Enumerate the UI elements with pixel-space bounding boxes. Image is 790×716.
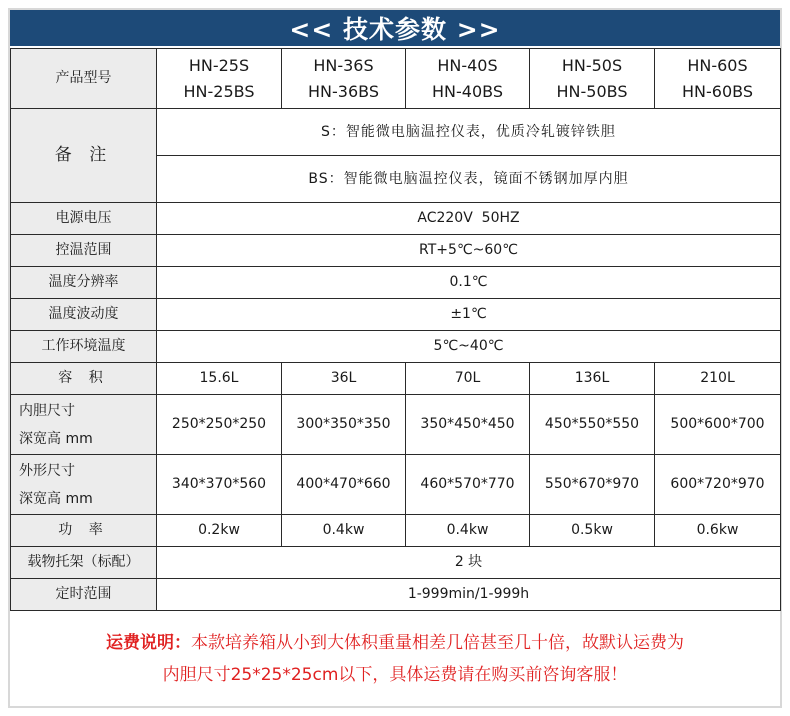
cell-volume-1: 15.6L — [157, 363, 282, 395]
value-ambient-temp: 5℃~40℃ — [157, 331, 781, 363]
label-inner-size: 内胆尺寸 深宽高 mm — [11, 395, 157, 455]
label-power: 功 率 — [11, 515, 157, 547]
label-timer: 定时范围 — [11, 579, 157, 611]
cell-power-3: 0.4kw — [406, 515, 530, 547]
label-power-supply: 电源电压 — [11, 203, 157, 235]
label-volume: 容 积 — [11, 363, 157, 395]
label-ambient-temp: 工作环境温度 — [11, 331, 157, 363]
row-timer — [11, 579, 781, 611]
row-model — [11, 49, 781, 109]
cell-inner-size-1: 250*250*250 — [157, 395, 282, 455]
section-title: << 技术参数 >> — [10, 10, 780, 46]
shipping-notice-line2: 内胆尺寸25*25*25cm以下，具体运费请在购买前咨询客服！ — [162, 665, 628, 685]
row-power-supply — [11, 203, 781, 235]
cell-outer-size-4: 550*670*970 — [530, 455, 655, 515]
cell-volume-5: 210L — [655, 363, 781, 395]
row-remarks-s — [11, 109, 781, 156]
value-temp-range: RT+5℃~60℃ — [157, 235, 781, 267]
row-shelves — [11, 547, 781, 579]
cell-model-5: HN-60S HN-60BS — [655, 49, 781, 109]
row-outer-size — [11, 455, 781, 515]
label-shelves: 载物托架（标配） — [11, 547, 157, 579]
value-power-supply: AC220V 50HZ — [157, 203, 781, 235]
row-temp-range — [11, 235, 781, 267]
row-temp-fluctuation — [11, 299, 781, 331]
cell-model-3: HN-40S HN-40BS — [406, 49, 530, 109]
cell-volume-4: 136L — [530, 363, 655, 395]
label-remarks: 备 注 — [11, 109, 157, 203]
row-ambient-temp — [11, 331, 781, 363]
shipping-notice — [10, 612, 780, 706]
value-timer: 1-999min/1-999h — [157, 579, 781, 611]
cell-power-1: 0.2kw — [157, 515, 282, 547]
cell-inner-size-3: 350*450*450 — [406, 395, 530, 455]
cell-model-1: HN-25S HN-25BS — [157, 49, 282, 109]
remark-bs: BS：智能微电脑温控仪表，镜面不锈钢加厚内胆 — [157, 156, 781, 203]
cell-power-2: 0.4kw — [282, 515, 406, 547]
cell-power-4: 0.5kw — [530, 515, 655, 547]
spec-table — [10, 48, 781, 611]
value-shelves: 2 块 — [157, 547, 781, 579]
cell-inner-size-2: 300*350*350 — [282, 395, 406, 455]
label-outer-size: 外形尺寸 深宽高 mm — [11, 455, 157, 515]
row-power — [11, 515, 781, 547]
label-temp-fluctuation: 温度波动度 — [11, 299, 157, 331]
cell-power-5: 0.6kw — [655, 515, 781, 547]
row-volume — [11, 363, 781, 395]
shipping-notice-heading: 运费说明： — [106, 633, 191, 653]
row-inner-size — [11, 395, 781, 455]
remark-s: S：智能微电脑温控仪表，优质冷轧镀锌铁胆 — [157, 109, 781, 156]
cell-outer-size-5: 600*720*970 — [655, 455, 781, 515]
value-temp-resolution: 0.1℃ — [157, 267, 781, 299]
row-temp-resolution — [11, 267, 781, 299]
cell-model-2: HN-36S HN-36BS — [282, 49, 406, 109]
label-temp-range: 控温范围 — [11, 235, 157, 267]
cell-volume-2: 36L — [282, 363, 406, 395]
cell-volume-3: 70L — [406, 363, 530, 395]
cell-outer-size-3: 460*570*770 — [406, 455, 530, 515]
label-temp-resolution: 温度分辨率 — [11, 267, 157, 299]
cell-model-4: HN-50S HN-50BS — [530, 49, 655, 109]
cell-outer-size-1: 340*370*560 — [157, 455, 282, 515]
cell-inner-size-5: 500*600*700 — [655, 395, 781, 455]
shipping-notice-line1: 运费说明：本款培养箱从小到大体积重量相差几倍甚至几十倍，故默认运费为 — [106, 633, 684, 653]
cell-outer-size-2: 400*470*660 — [282, 455, 406, 515]
cell-inner-size-4: 450*550*550 — [530, 395, 655, 455]
label-model: 产品型号 — [11, 49, 157, 109]
value-temp-fluctuation: ±1℃ — [157, 299, 781, 331]
